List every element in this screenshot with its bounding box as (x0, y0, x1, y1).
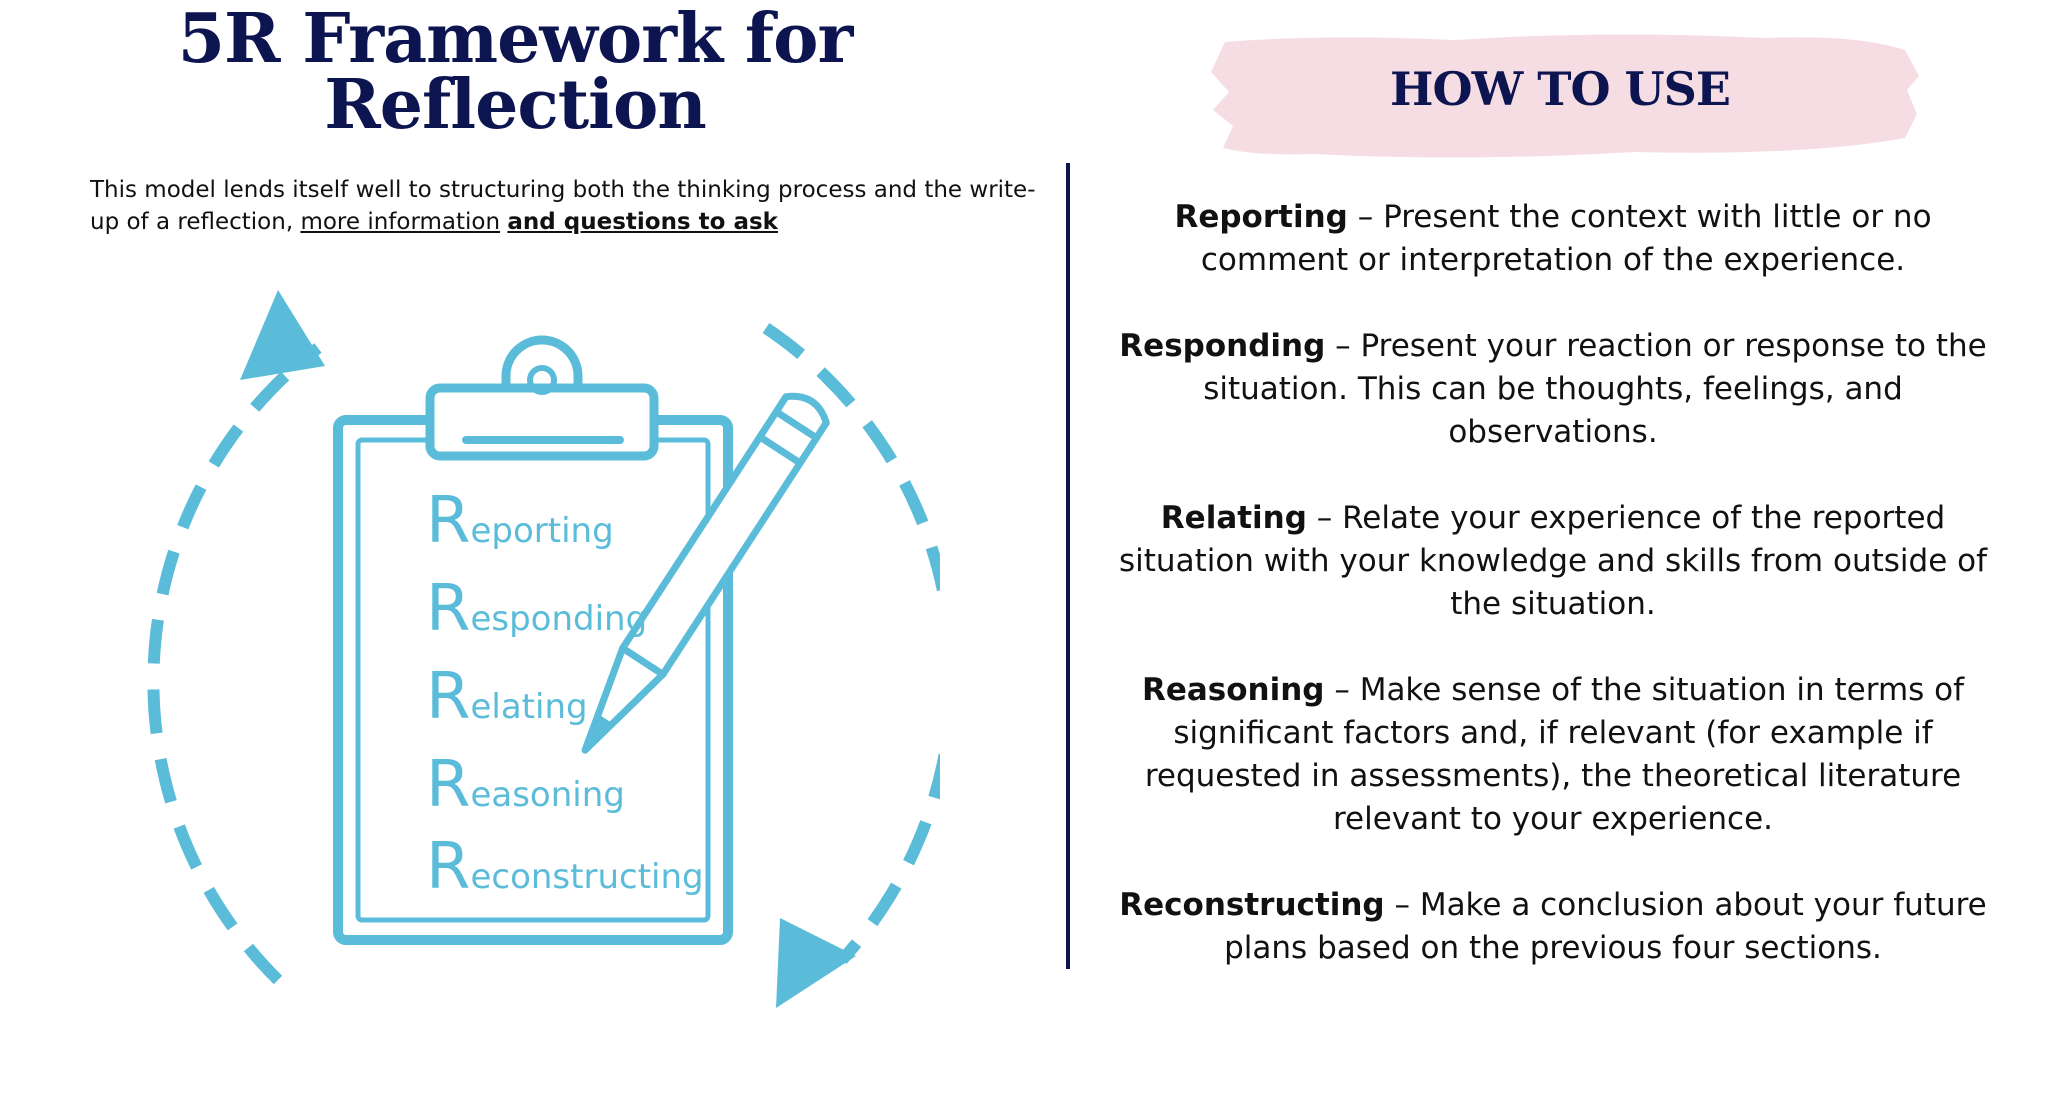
intro-text: This model lends itself well to structuring both the thinking process and the write-up of a reflection, (90, 177, 1036, 235)
step-description: – Present your reaction or response to the situation. This can be thoughts, feelings, and observations. (1203, 328, 1987, 450)
page-title: 5R Framework for Reflection (177, 0, 853, 145)
step-description: – Make a conclusion about your future plans based on the previous four sections. (1224, 887, 1987, 966)
step-term: Reconstructing (1119, 887, 1385, 923)
step-term: Reporting (1174, 199, 1348, 235)
arrowhead-top-icon (240, 290, 325, 380)
step-relating (1098, 497, 2008, 626)
step-description: – Make sense of the situation in terms of significant factors and, if relevant (for example if requested in assessments), the theoretical literature relevant to your experience. (1144, 672, 1965, 837)
how-to-use-heading: HOW TO USE (1390, 62, 1730, 116)
diagram-item-reporting: Reporting (426, 484, 614, 558)
step-description: – Relate your experience of the reported situation with your knowledge and skills from outside of the situation. (1119, 500, 1987, 622)
step-reconstructing (1098, 884, 2008, 970)
arrowhead-bottom-icon (776, 918, 856, 1008)
step-term: Relating (1160, 500, 1307, 536)
diagram-item-reasoning: Reasoning (426, 748, 625, 822)
step-reasoning (1098, 669, 2008, 841)
diagram-item-reconstructing: Reconstructing (426, 830, 704, 904)
intro-paragraph (90, 174, 1060, 238)
step-responding (1098, 325, 2008, 454)
questions-to-ask-link[interactable]: and questions to ask (507, 209, 778, 235)
step-reporting (1098, 196, 2008, 282)
diagram-item-relating: Relating (426, 660, 588, 734)
step-description: – Present the context with little or no comment or interpretation of the experience. (1200, 199, 1932, 278)
diagram-item-responding: Responding (426, 572, 648, 646)
5r-diagram (120, 290, 940, 1010)
more-information-link[interactable]: more information (300, 209, 501, 235)
step-term: Responding (1119, 328, 1326, 364)
step-term: Reasoning (1141, 672, 1325, 708)
vertical-divider (1066, 163, 1070, 969)
steps-list (1098, 196, 2008, 1013)
